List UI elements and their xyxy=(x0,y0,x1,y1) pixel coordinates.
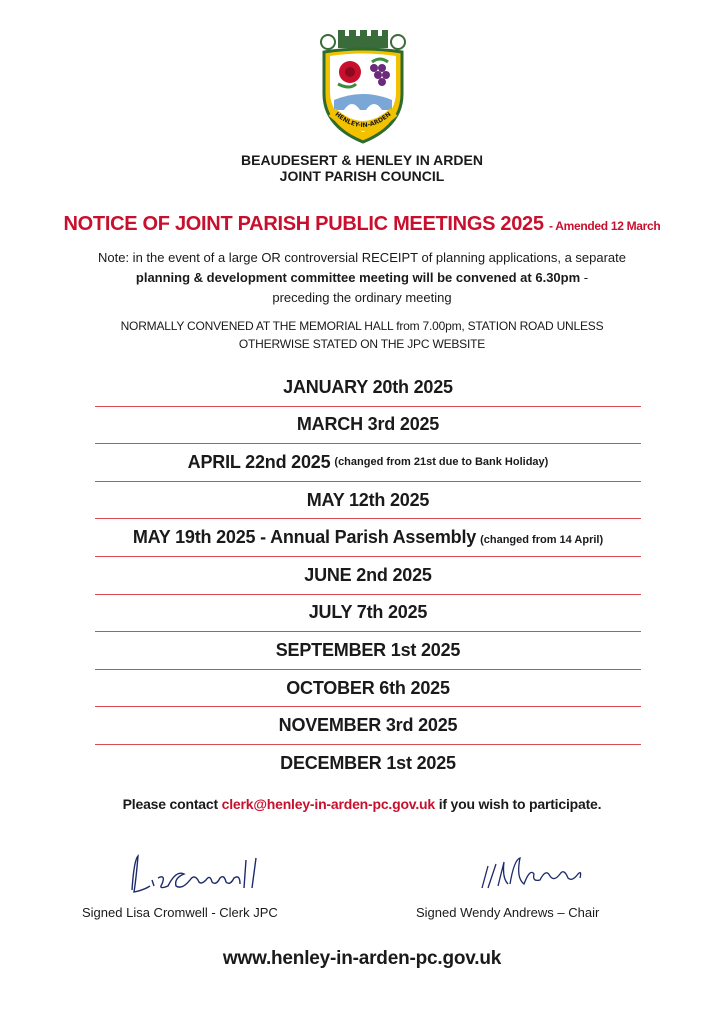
meeting-date-row xyxy=(95,707,641,745)
planning-note-bold: planning & development committee meeting will be convened at 6.30pm xyxy=(135,270,581,285)
meeting-date-row xyxy=(95,444,641,482)
meeting-date: NOVEMBER 3rd 2025 xyxy=(278,715,458,736)
crest-motto: HENLEY-IN-ARDEN xyxy=(333,110,393,130)
crown-icon xyxy=(321,30,405,49)
meeting-date-row xyxy=(95,670,641,708)
council-name-line2: JOINT PARISH COUNCIL xyxy=(279,168,445,184)
venue-line1: NORMALLY CONVENED AT THE MEMORIAL HALL from 7.00pm, STATION ROAD UNLESS xyxy=(120,319,604,333)
website-url[interactable]: www.henley-in-arden-pc.gov.uk xyxy=(222,948,502,969)
contact-line xyxy=(0,796,724,812)
meeting-date: APRIL 22nd 2025 xyxy=(187,451,331,472)
meeting-date: MAY 12th 2025 xyxy=(306,489,430,510)
meeting-date-wide xyxy=(133,527,603,548)
clerk-signature-image xyxy=(124,850,274,900)
meeting-date-note: (changed from 21st due to Bank Holiday) xyxy=(334,456,549,469)
chair-signature-label: Signed Wendy Andrews – Chair xyxy=(416,905,600,920)
notice-title-text: NOTICE OF JOINT PARISH PUBLIC MEETINGS 2025 xyxy=(63,213,544,235)
meeting-date-note: (changed from 14 April) xyxy=(480,534,604,547)
planning-note-line3: preceding the ordinary meeting xyxy=(272,290,452,305)
venue-note xyxy=(40,317,684,353)
meeting-date-row xyxy=(95,369,641,407)
contact-suffix: if you wish to participate. xyxy=(438,796,602,812)
meeting-date-row xyxy=(95,519,641,557)
planning-note-tail: - xyxy=(580,270,589,285)
council-name xyxy=(0,152,724,184)
meeting-date-row xyxy=(95,745,641,783)
meeting-date: JULY 7th 2025 xyxy=(308,602,428,623)
meeting-date-row xyxy=(95,595,641,633)
clerk-signature-label: Signed Lisa Cromwell - Clerk JPC xyxy=(82,905,278,920)
council-name-line1: BEAUDESERT & HENLEY IN ARDEN xyxy=(241,152,483,168)
meeting-date: MARCH 3rd 2025 xyxy=(296,414,440,435)
venue-line2: OTHERWISE STATED ON THE JPC WEBSITE xyxy=(238,337,486,351)
chair-signature-image xyxy=(474,848,594,898)
meeting-date-row xyxy=(95,557,641,595)
contact-prefix: Please contact xyxy=(122,796,218,812)
planning-note-line2 xyxy=(40,268,684,288)
meeting-date-row xyxy=(95,407,641,445)
meeting-date: MAY 19th 2025 - Annual Parish Assembly xyxy=(132,527,477,548)
amendment-note: - Amended 12 March xyxy=(548,219,661,233)
meeting-date: DECEMBER 1st 2025 xyxy=(280,753,456,774)
meeting-date: OCTOBER 6th 2025 xyxy=(286,677,450,698)
meeting-date-row xyxy=(95,482,641,520)
council-crest-logo xyxy=(316,28,410,146)
notice-title xyxy=(0,213,724,236)
meeting-date: JANUARY 20th 2025 xyxy=(283,376,453,397)
meeting-date: SEPTEMBER 1st 2025 xyxy=(275,639,461,660)
meeting-dates-list xyxy=(95,369,641,783)
planning-note-line1: Note: in the event of a large OR controversial RECEIPT of planning applications, a separate xyxy=(98,250,626,265)
meeting-date: JUNE 2nd 2025 xyxy=(304,564,432,585)
planning-note xyxy=(40,248,684,308)
meeting-date-row xyxy=(95,632,641,670)
contact-email-link[interactable]: clerk@henley-in-arden-pc.gov.uk xyxy=(221,796,435,812)
